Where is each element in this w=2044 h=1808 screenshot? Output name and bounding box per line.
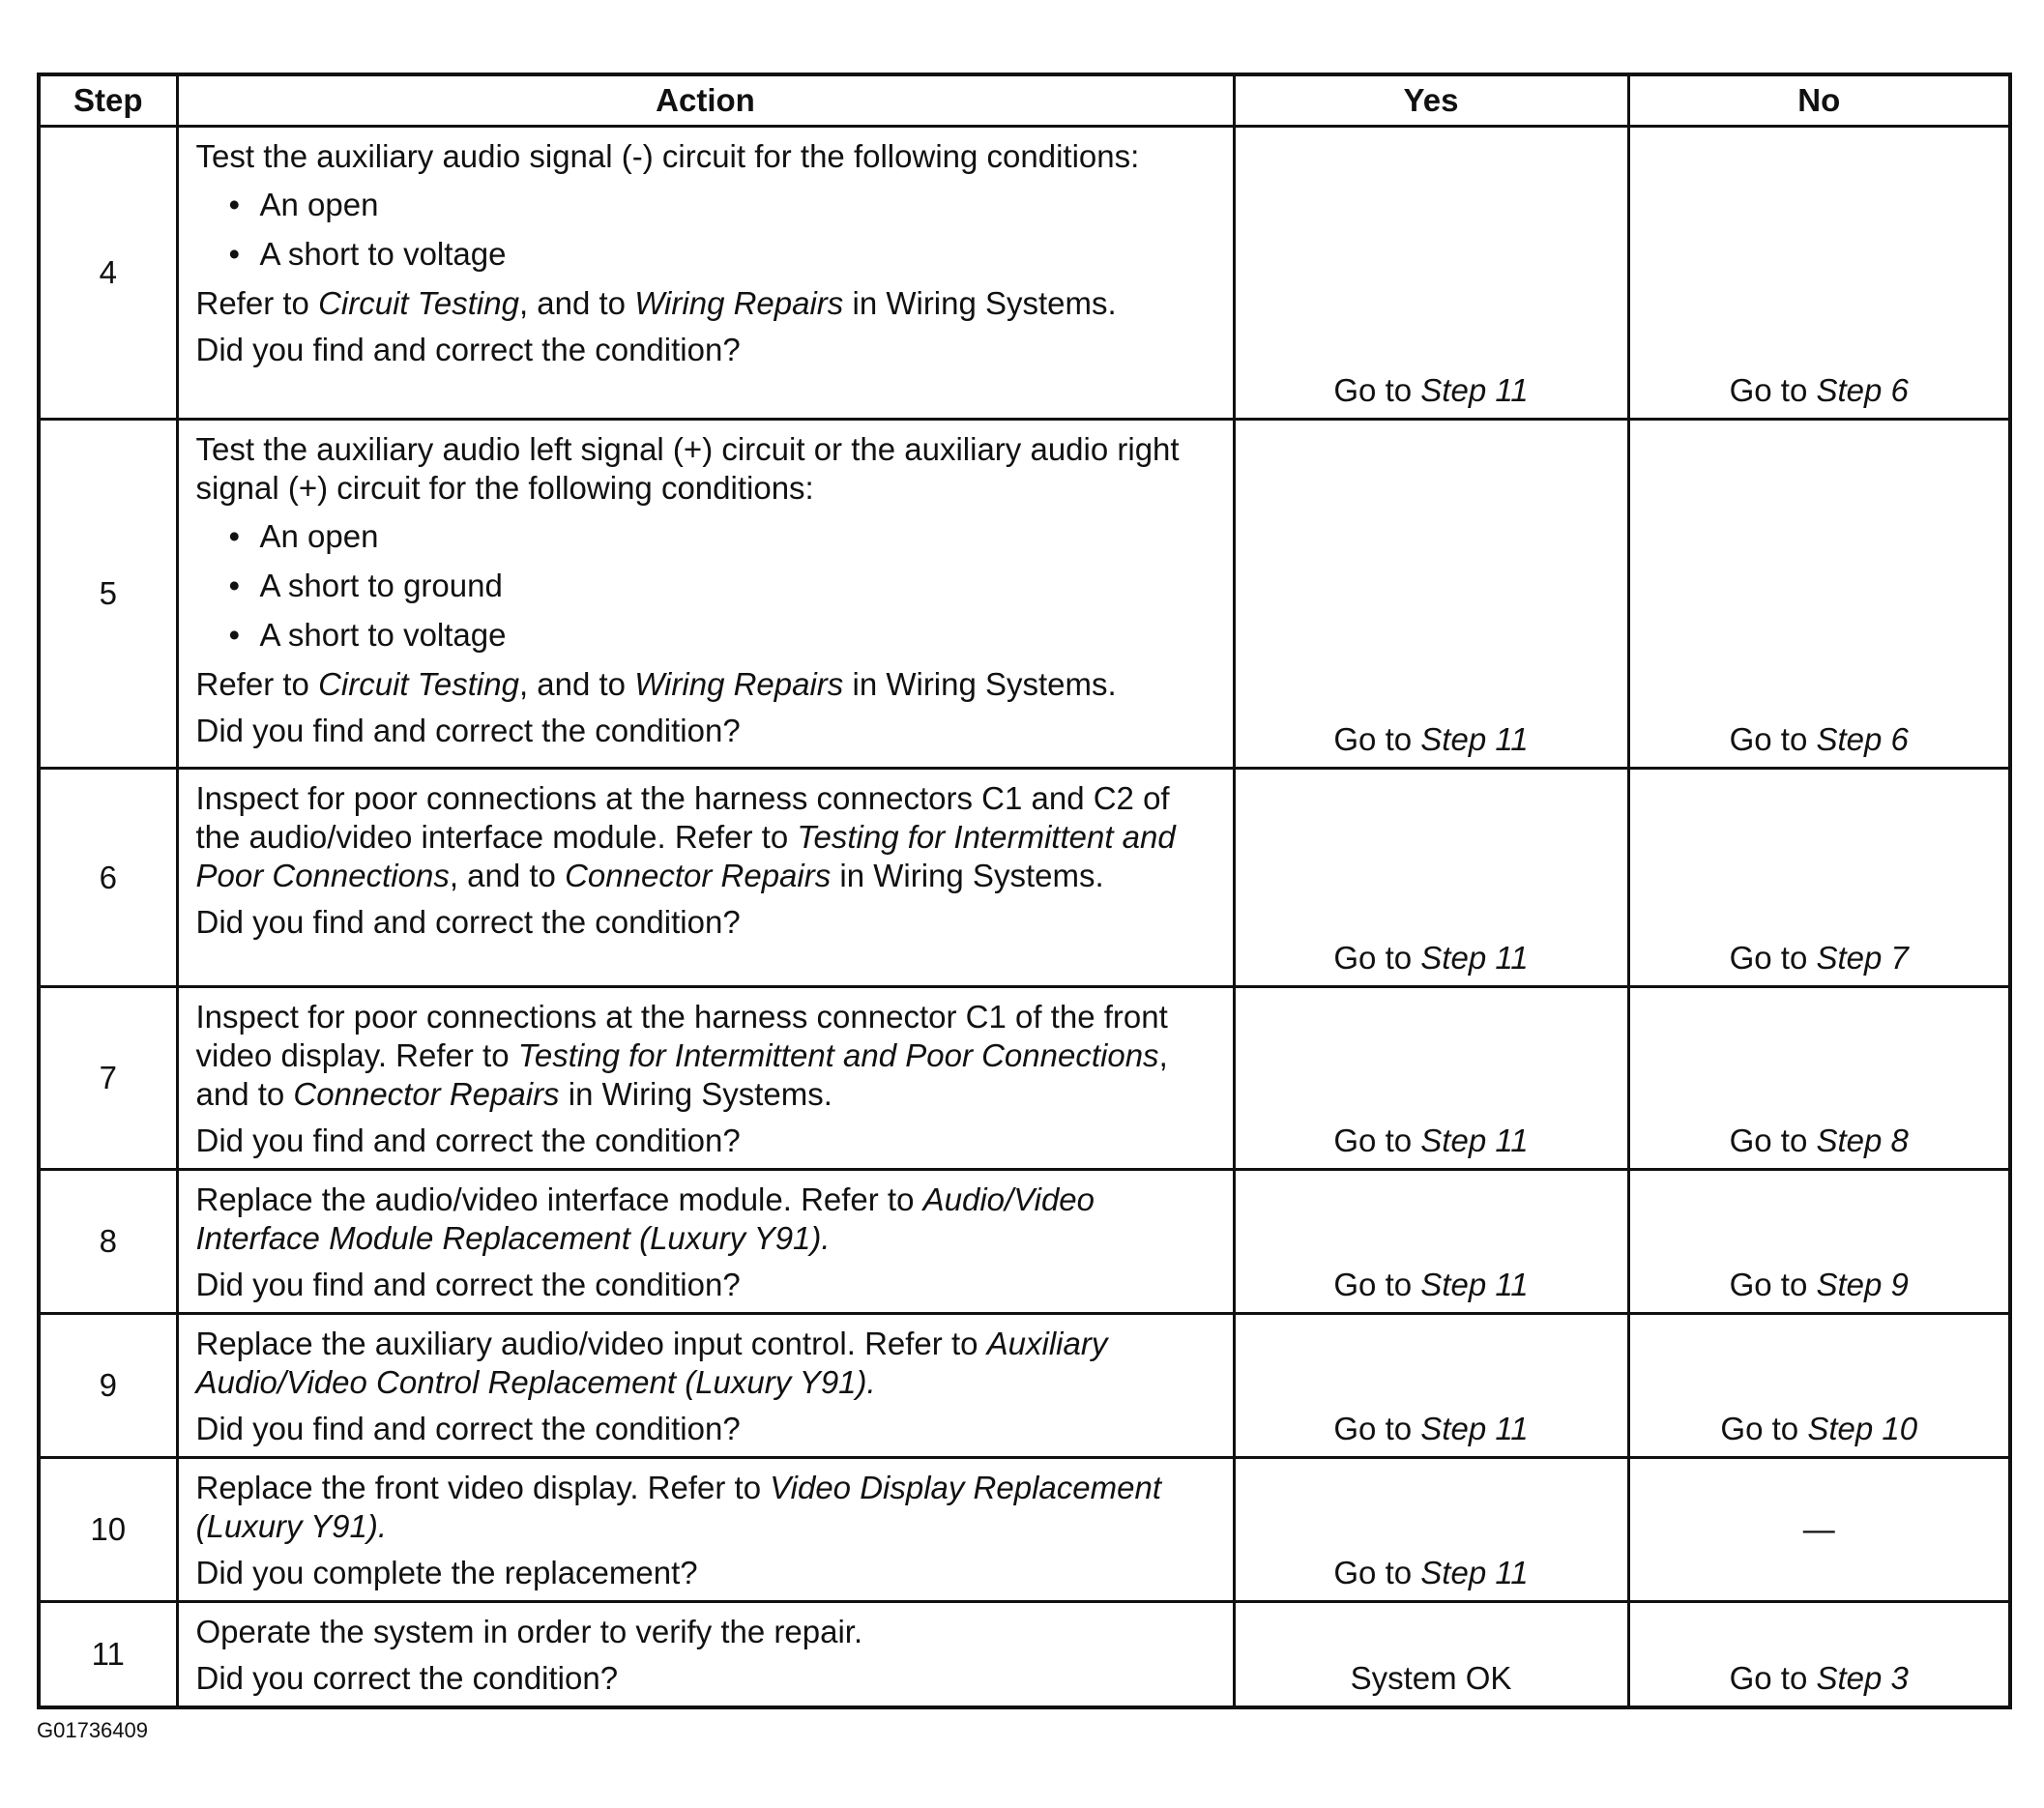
yes-result-text: Go to — [1333, 1555, 1421, 1590]
no-step-ref: Step 10 — [1807, 1411, 1918, 1446]
action-cell — [177, 1170, 1234, 1314]
reference-link-text: Connector Repairs — [293, 1076, 560, 1112]
question: Did you complete the replacement? — [195, 1555, 698, 1590]
action-cell — [177, 769, 1234, 987]
yes-result — [1234, 127, 1628, 420]
yes-result-text: Go to — [1333, 721, 1421, 757]
table-row — [39, 987, 2010, 1170]
yes-result — [1234, 1170, 1628, 1314]
header-action: Action — [177, 74, 1234, 127]
question: Did you find and correct the condition? — [195, 1267, 741, 1302]
no-result-text: Go to — [1729, 1660, 1817, 1696]
yes-result-text: Go to — [1333, 1411, 1421, 1446]
action-cell — [177, 987, 1234, 1170]
reference-link-text: Testing for Intermittent and Poor Connections — [517, 1037, 1159, 1073]
yes-result — [1234, 1602, 1628, 1708]
no-result-text: Go to — [1729, 372, 1817, 408]
yes-result — [1234, 420, 1628, 769]
action-cell — [177, 1314, 1234, 1458]
action-text: Operate the system in order to verify the repair. — [195, 1614, 863, 1649]
question: Did you correct the condition? — [195, 1660, 619, 1696]
condition-item: • An open — [196, 186, 1219, 224]
refer-line — [196, 284, 1219, 323]
yes-result-text: Go to — [1333, 1267, 1421, 1302]
no-result-text: Go to — [1720, 1411, 1808, 1446]
header-row — [39, 74, 2010, 127]
yes-result — [1234, 1314, 1628, 1458]
action-text: Replace the audio/video interface module. Refer to — [195, 1181, 923, 1217]
action-intro — [196, 1469, 1219, 1546]
no-step-ref: Step 9 — [1816, 1267, 1909, 1302]
refer-line — [196, 665, 1219, 704]
step-number: 10 — [39, 1458, 177, 1602]
reference-link-text: Auxiliary Audio/Video Control Replacement (Luxury Y91). — [195, 1326, 1108, 1400]
step-number: 8 — [39, 1170, 177, 1314]
condition-list — [196, 517, 1219, 655]
no-result-text: Go to — [1729, 1267, 1817, 1302]
step-number: 5 — [39, 420, 177, 769]
table-row — [39, 420, 2010, 769]
no-step-ref: Step 6 — [1816, 372, 1909, 408]
action-intro — [196, 779, 1219, 895]
action-intro — [196, 998, 1219, 1114]
header-step: Step — [39, 74, 177, 127]
no-result-text: Go to — [1729, 1123, 1817, 1158]
action-text: Test the auxiliary audio left signal (+) circuit or the auxiliary audio right signal (+) circuit for the following conditions: — [195, 431, 1180, 506]
step-number: 6 — [39, 769, 177, 987]
yes-step-ref: Step 11 — [1420, 721, 1529, 757]
action-cell — [177, 420, 1234, 769]
reference-link-text: Circuit Testing — [318, 285, 519, 321]
reference-link-text: Wiring Repairs — [634, 285, 844, 321]
refer-text: in Wiring Systems. — [843, 285, 1117, 321]
table-row — [39, 1458, 2010, 1602]
action-cell — [177, 127, 1234, 420]
condition-item: • A short to voltage — [196, 235, 1219, 274]
action-intro — [196, 1613, 1219, 1651]
action-text: Replace the auxiliary audio/video input control. Refer to — [195, 1326, 987, 1361]
table-row — [39, 769, 2010, 987]
step-number: 9 — [39, 1314, 177, 1458]
refer-text: , and to — [518, 666, 635, 702]
condition-list — [196, 186, 1219, 274]
action-text: Inspect for poor connections at the harness connector C1 of the front video display. Refer to — [195, 999, 1168, 1073]
question: Did you find and correct the condition? — [195, 713, 741, 748]
figure-id: G01736409 — [37, 1718, 148, 1742]
refer-text: , and to — [518, 285, 635, 321]
no-result-text: Go to — [1729, 940, 1817, 976]
reference-link-text: Testing for Intermittent and Poor Connections — [195, 819, 1176, 893]
yes-result-text: Go to — [1333, 1123, 1421, 1158]
condition-item: • An open — [196, 517, 1219, 556]
no-result — [1628, 987, 2010, 1170]
action-intro — [196, 430, 1219, 508]
action-text: , and to — [195, 1037, 1168, 1112]
action-cell — [177, 1458, 1234, 1602]
action-text: Inspect for poor connections at the harness connectors C1 and C2 of the audio/video interface module. Refer to — [195, 780, 1170, 855]
no-result-text: Go to — [1729, 721, 1817, 757]
action-text: , and to — [449, 858, 566, 893]
reference-link-text: Wiring Repairs — [634, 666, 844, 702]
header-no: No — [1628, 74, 2010, 127]
table-row — [39, 1602, 2010, 1708]
no-result — [1628, 1458, 2010, 1602]
step-number: 7 — [39, 987, 177, 1170]
no-step-ref: Step 7 — [1816, 940, 1909, 976]
table-row — [39, 1314, 2010, 1458]
no-result — [1628, 1170, 2010, 1314]
yes-result-text: System OK — [1350, 1660, 1512, 1696]
action-text: in Wiring Systems. — [559, 1076, 832, 1112]
action-cell — [177, 1602, 1234, 1708]
yes-step-ref: Step 11 — [1420, 372, 1529, 408]
action-text: Replace the front video display. Refer to — [195, 1470, 771, 1505]
question: Did you find and correct the condition? — [195, 904, 741, 940]
yes-step-ref: Step 11 — [1420, 940, 1529, 976]
refer-text: Refer to — [195, 666, 319, 702]
no-result — [1628, 420, 2010, 769]
reference-link-text: Audio/Video Interface Module Replacement (Luxury Y91). — [195, 1181, 1095, 1256]
yes-result — [1234, 987, 1628, 1170]
yes-step-ref: Step 11 — [1420, 1555, 1529, 1590]
action-text: Test the auxiliary audio signal (-) circuit for the following conditions: — [195, 138, 1140, 174]
reference-link-text: Circuit Testing — [318, 666, 519, 702]
table-body — [39, 127, 2010, 1708]
yes-step-ref: Step 11 — [1420, 1411, 1529, 1446]
action-intro — [196, 1325, 1219, 1402]
table-row — [39, 1170, 2010, 1314]
no-result — [1628, 1314, 2010, 1458]
yes-step-ref: Step 11 — [1420, 1267, 1529, 1302]
step-number: 11 — [39, 1602, 177, 1708]
yes-result-text: Go to — [1333, 940, 1421, 976]
action-intro — [196, 137, 1219, 176]
diagnostic-table — [37, 73, 2012, 1709]
action-text: in Wiring Systems. — [831, 858, 1104, 893]
yes-result — [1234, 1458, 1628, 1602]
reference-link-text: Video Display Replacement (Luxury Y91). — [195, 1470, 1162, 1544]
reference-link-text: Connector Repairs — [565, 858, 832, 893]
yes-result — [1234, 769, 1628, 987]
no-step-ref: Step 3 — [1816, 1660, 1909, 1696]
yes-step-ref: Step 11 — [1420, 1123, 1529, 1158]
refer-text: in Wiring Systems. — [843, 666, 1117, 702]
refer-text: Refer to — [195, 285, 319, 321]
condition-item: • A short to voltage — [196, 616, 1219, 655]
condition-item: • A short to ground — [196, 567, 1219, 605]
yes-result-text: Go to — [1333, 372, 1421, 408]
question: Did you find and correct the condition? — [195, 1411, 741, 1446]
step-number: 4 — [39, 127, 177, 420]
no-step-ref: Step 6 — [1816, 721, 1909, 757]
question: Did you find and correct the condition? — [195, 1123, 741, 1158]
no-step-ref: Step 8 — [1816, 1123, 1909, 1158]
no-result-text: — — [1802, 1511, 1835, 1547]
no-result — [1628, 127, 2010, 420]
header-yes: Yes — [1234, 74, 1628, 127]
no-result — [1628, 1602, 2010, 1708]
no-result — [1628, 769, 2010, 987]
table-row — [39, 127, 2010, 420]
question: Did you find and correct the condition? — [195, 332, 741, 367]
action-intro — [196, 1181, 1219, 1258]
